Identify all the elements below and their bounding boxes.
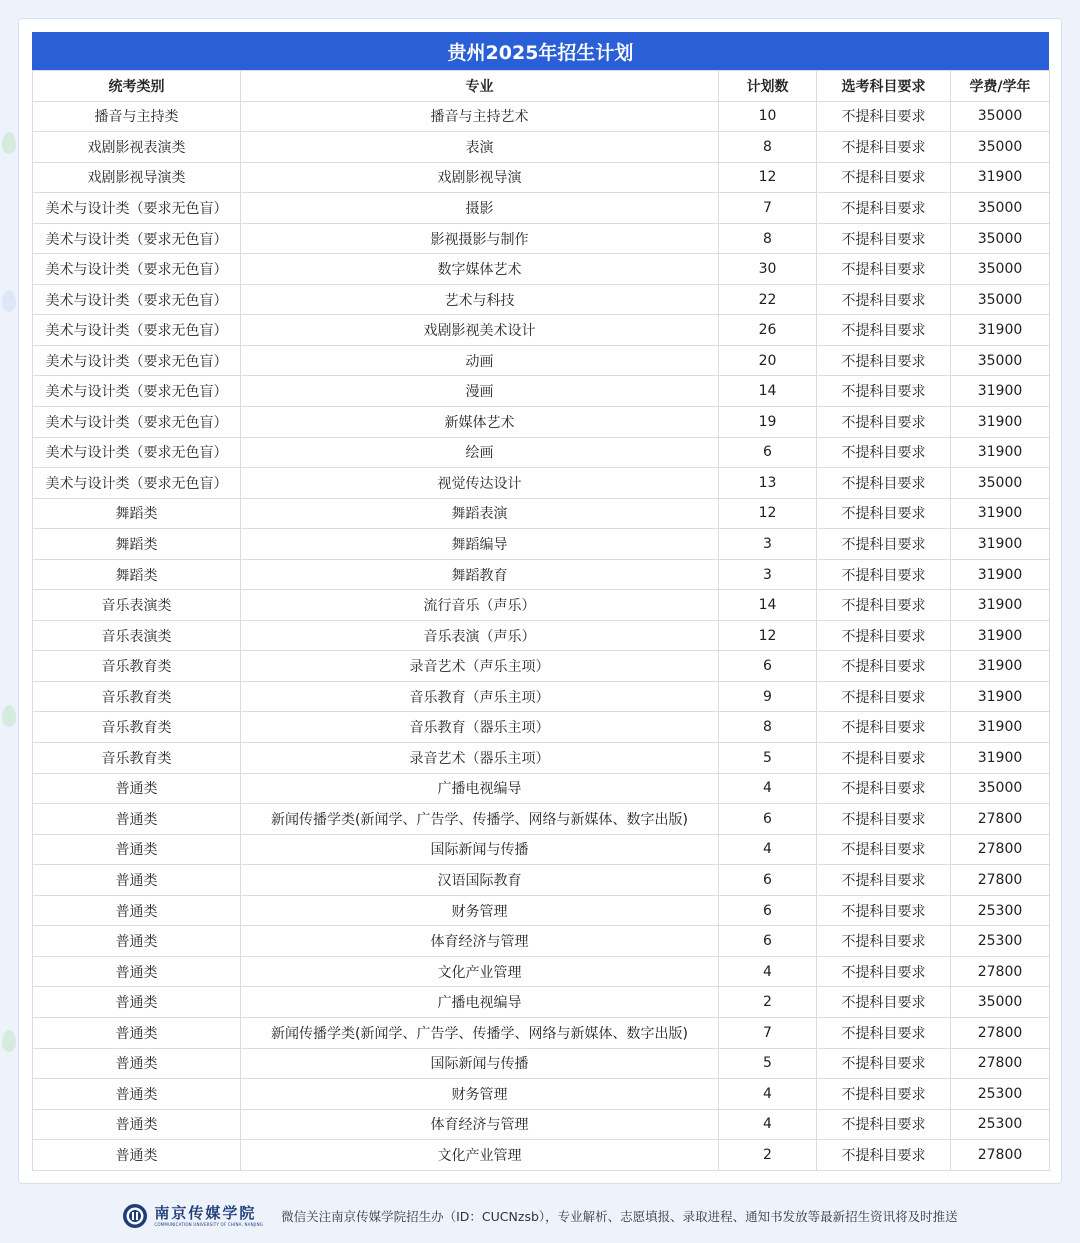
university-seal-icon (122, 1203, 148, 1229)
decor-shape (2, 705, 16, 727)
subject-requirement-cell: 不提科目要求 (817, 956, 951, 987)
category-cell: 戏剧影视导演类 (33, 162, 241, 193)
quota-cell: 6 (719, 804, 817, 835)
major-cell: 新闻传播学类(新闻学、广告学、传播学、网络与新媒体、数字出版) (241, 804, 719, 835)
tuition-cell: 25300 (951, 926, 1050, 957)
quota-cell: 9 (719, 681, 817, 712)
table-row (33, 1048, 1050, 1079)
quota-cell: 26 (719, 315, 817, 346)
tuition-cell: 27800 (951, 865, 1050, 896)
major-cell: 动画 (241, 345, 719, 376)
quota-cell: 7 (719, 1017, 817, 1048)
category-cell: 舞蹈类 (33, 559, 241, 590)
category-cell: 普通类 (33, 956, 241, 987)
university-logo (122, 1203, 263, 1229)
quota-cell: 3 (719, 529, 817, 560)
footer (0, 1196, 1080, 1236)
table-row (33, 468, 1050, 499)
subject-requirement-cell: 不提科目要求 (817, 101, 951, 132)
quota-cell: 6 (719, 895, 817, 926)
category-cell: 戏剧影视表演类 (33, 132, 241, 163)
major-cell: 表演 (241, 132, 719, 163)
category-cell: 美术与设计类（要求无色盲） (33, 437, 241, 468)
plan-card (18, 18, 1062, 1184)
quota-cell: 12 (719, 620, 817, 651)
major-cell: 广播电视编导 (241, 773, 719, 804)
subject-requirement-cell: 不提科目要求 (817, 1079, 951, 1110)
category-cell: 美术与设计类（要求无色盲） (33, 376, 241, 407)
quota-cell: 4 (719, 834, 817, 865)
major-cell: 新媒体艺术 (241, 407, 719, 438)
page-title: 贵州2025年招生计划 (32, 32, 1049, 70)
tuition-cell: 31900 (951, 743, 1050, 774)
quota-cell: 2 (719, 987, 817, 1018)
table-row (33, 987, 1050, 1018)
category-cell: 音乐教育类 (33, 712, 241, 743)
logo-english-name: COMMUNICATION UNIVERSITY OF CHINA, NANJING (154, 1221, 264, 1227)
major-cell: 财务管理 (241, 895, 719, 926)
table-row (33, 529, 1050, 560)
quota-cell: 20 (719, 345, 817, 376)
tuition-cell: 27800 (951, 1140, 1050, 1171)
category-cell: 美术与设计类（要求无色盲） (33, 315, 241, 346)
quota-cell: 4 (719, 773, 817, 804)
table-row (33, 620, 1050, 651)
table-row (33, 284, 1050, 315)
column-header-major: 专业 (241, 71, 719, 102)
table-row (33, 223, 1050, 254)
major-cell: 数字媒体艺术 (241, 254, 719, 285)
table-row (33, 315, 1050, 346)
tuition-cell: 31900 (951, 559, 1050, 590)
tuition-cell: 25300 (951, 895, 1050, 926)
tuition-cell: 35000 (951, 284, 1050, 315)
tuition-cell: 27800 (951, 956, 1050, 987)
decor-shape (2, 290, 16, 312)
tuition-cell: 35000 (951, 468, 1050, 499)
major-cell: 摄影 (241, 193, 719, 224)
quota-cell: 4 (719, 1109, 817, 1140)
tuition-cell: 31900 (951, 590, 1050, 621)
major-cell: 文化产业管理 (241, 1140, 719, 1171)
tuition-cell: 35000 (951, 193, 1050, 224)
category-cell: 普通类 (33, 1017, 241, 1048)
quota-cell: 2 (719, 1140, 817, 1171)
subject-requirement-cell: 不提科目要求 (817, 407, 951, 438)
category-cell: 美术与设计类（要求无色盲） (33, 407, 241, 438)
category-cell: 普通类 (33, 926, 241, 957)
subject-requirement-cell: 不提科目要求 (817, 498, 951, 529)
subject-requirement-cell: 不提科目要求 (817, 1140, 951, 1171)
tuition-cell: 27800 (951, 1017, 1050, 1048)
table-row (33, 376, 1050, 407)
table-row (33, 193, 1050, 224)
subject-requirement-cell: 不提科目要求 (817, 804, 951, 835)
category-cell: 普通类 (33, 1079, 241, 1110)
quota-cell: 4 (719, 956, 817, 987)
subject-requirement-cell: 不提科目要求 (817, 468, 951, 499)
tuition-cell: 35000 (951, 254, 1050, 285)
table-row (33, 101, 1050, 132)
category-cell: 舞蹈类 (33, 529, 241, 560)
table-row (33, 559, 1050, 590)
quota-cell: 12 (719, 162, 817, 193)
table-row (33, 162, 1050, 193)
tuition-cell: 31900 (951, 376, 1050, 407)
subject-requirement-cell: 不提科目要求 (817, 223, 951, 254)
quota-cell: 14 (719, 376, 817, 407)
category-cell: 舞蹈类 (33, 498, 241, 529)
tuition-cell: 35000 (951, 101, 1050, 132)
enrollment-table (32, 70, 1050, 1171)
category-cell: 美术与设计类（要求无色盲） (33, 223, 241, 254)
table-row (33, 1109, 1050, 1140)
major-cell: 文化产业管理 (241, 956, 719, 987)
major-cell: 新闻传播学类(新闻学、广告学、传播学、网络与新媒体、数字出版) (241, 1017, 719, 1048)
column-header-quota: 计划数 (719, 71, 817, 102)
quota-cell: 8 (719, 223, 817, 254)
subject-requirement-cell: 不提科目要求 (817, 1048, 951, 1079)
quota-cell: 6 (719, 865, 817, 896)
category-cell: 美术与设计类（要求无色盲） (33, 468, 241, 499)
tuition-cell: 27800 (951, 834, 1050, 865)
subject-requirement-cell: 不提科目要求 (817, 987, 951, 1018)
major-cell: 舞蹈表演 (241, 498, 719, 529)
major-cell: 体育经济与管理 (241, 926, 719, 957)
tuition-cell: 31900 (951, 681, 1050, 712)
subject-requirement-cell: 不提科目要求 (817, 132, 951, 163)
major-cell: 汉语国际教育 (241, 865, 719, 896)
major-cell: 漫画 (241, 376, 719, 407)
subject-requirement-cell: 不提科目要求 (817, 1109, 951, 1140)
major-cell: 录音艺术（器乐主项） (241, 743, 719, 774)
major-cell: 广播电视编导 (241, 987, 719, 1018)
tuition-cell: 31900 (951, 437, 1050, 468)
quota-cell: 13 (719, 468, 817, 499)
category-cell: 普通类 (33, 1048, 241, 1079)
quota-cell: 19 (719, 407, 817, 438)
tuition-cell: 31900 (951, 407, 1050, 438)
quota-cell: 8 (719, 132, 817, 163)
table-row (33, 254, 1050, 285)
table-row (33, 773, 1050, 804)
tuition-cell: 25300 (951, 1109, 1050, 1140)
subject-requirement-cell: 不提科目要求 (817, 193, 951, 224)
category-cell: 普通类 (33, 865, 241, 896)
quota-cell: 5 (719, 1048, 817, 1079)
quota-cell: 8 (719, 712, 817, 743)
tuition-cell: 35000 (951, 773, 1050, 804)
category-cell: 普通类 (33, 895, 241, 926)
major-cell: 流行音乐（声乐） (241, 590, 719, 621)
subject-requirement-cell: 不提科目要求 (817, 712, 951, 743)
tuition-cell: 31900 (951, 651, 1050, 682)
category-cell: 普通类 (33, 773, 241, 804)
subject-requirement-cell: 不提科目要求 (817, 1017, 951, 1048)
table-row (33, 498, 1050, 529)
tuition-cell: 31900 (951, 498, 1050, 529)
subject-requirement-cell: 不提科目要求 (817, 834, 951, 865)
major-cell: 戏剧影视美术设计 (241, 315, 719, 346)
decor-shape (2, 132, 16, 154)
category-cell: 播音与主持类 (33, 101, 241, 132)
column-header-tuition: 学费/学年 (951, 71, 1050, 102)
tuition-cell: 35000 (951, 132, 1050, 163)
column-header-subject-requirement: 选考科目要求 (817, 71, 951, 102)
major-cell: 影视摄影与制作 (241, 223, 719, 254)
subject-requirement-cell: 不提科目要求 (817, 437, 951, 468)
quota-cell: 3 (719, 559, 817, 590)
category-cell: 普通类 (33, 804, 241, 835)
quota-cell: 6 (719, 651, 817, 682)
subject-requirement-cell: 不提科目要求 (817, 620, 951, 651)
major-cell: 绘画 (241, 437, 719, 468)
major-cell: 录音艺术（声乐主项） (241, 651, 719, 682)
table-row (33, 804, 1050, 835)
category-cell: 美术与设计类（要求无色盲） (33, 284, 241, 315)
quota-cell: 7 (719, 193, 817, 224)
category-cell: 普通类 (33, 987, 241, 1018)
subject-requirement-cell: 不提科目要求 (817, 743, 951, 774)
tuition-cell: 27800 (951, 1048, 1050, 1079)
tuition-cell: 31900 (951, 620, 1050, 651)
tuition-cell: 31900 (951, 162, 1050, 193)
table-row (33, 590, 1050, 621)
footer-note: 微信关注南京传媒学院招生办（ID：CUCNzsb），专业解析、志愿填报、录取进程、通知书发放等最新招生资讯将及时推送 (281, 1209, 958, 1224)
table-row (33, 865, 1050, 896)
major-cell: 舞蹈教育 (241, 559, 719, 590)
major-cell: 播音与主持艺术 (241, 101, 719, 132)
table-row (33, 132, 1050, 163)
category-cell: 普通类 (33, 1140, 241, 1171)
major-cell: 艺术与科技 (241, 284, 719, 315)
tuition-cell: 31900 (951, 712, 1050, 743)
category-cell: 音乐表演类 (33, 590, 241, 621)
major-cell: 音乐教育（声乐主项） (241, 681, 719, 712)
quota-cell: 6 (719, 926, 817, 957)
major-cell: 音乐教育（器乐主项） (241, 712, 719, 743)
quota-cell: 14 (719, 590, 817, 621)
table-row (33, 681, 1050, 712)
tuition-cell: 27800 (951, 804, 1050, 835)
tuition-cell: 35000 (951, 345, 1050, 376)
category-cell: 音乐表演类 (33, 620, 241, 651)
table-row (33, 712, 1050, 743)
category-cell: 美术与设计类（要求无色盲） (33, 193, 241, 224)
table-row (33, 407, 1050, 438)
category-cell: 音乐教育类 (33, 681, 241, 712)
subject-requirement-cell: 不提科目要求 (817, 345, 951, 376)
subject-requirement-cell: 不提科目要求 (817, 926, 951, 957)
category-cell: 美术与设计类（要求无色盲） (33, 345, 241, 376)
major-cell: 国际新闻与传播 (241, 834, 719, 865)
table-row (33, 345, 1050, 376)
major-cell: 体育经济与管理 (241, 1109, 719, 1140)
major-cell: 音乐表演（声乐） (241, 620, 719, 651)
quota-cell: 30 (719, 254, 817, 285)
category-cell: 音乐教育类 (33, 743, 241, 774)
category-cell: 美术与设计类（要求无色盲） (33, 254, 241, 285)
column-header-category: 统考类别 (33, 71, 241, 102)
tuition-cell: 25300 (951, 1079, 1050, 1110)
quota-cell: 5 (719, 743, 817, 774)
quota-cell: 4 (719, 1079, 817, 1110)
subject-requirement-cell: 不提科目要求 (817, 376, 951, 407)
table-row (33, 926, 1050, 957)
table-row (33, 895, 1050, 926)
tuition-cell: 31900 (951, 315, 1050, 346)
major-cell: 视觉传达设计 (241, 468, 719, 499)
major-cell: 国际新闻与传播 (241, 1048, 719, 1079)
decor-shape (2, 1030, 16, 1052)
subject-requirement-cell: 不提科目要求 (817, 773, 951, 804)
table-row (33, 834, 1050, 865)
tuition-cell: 35000 (951, 223, 1050, 254)
subject-requirement-cell: 不提科目要求 (817, 284, 951, 315)
table-row (33, 1140, 1050, 1171)
quota-cell: 22 (719, 284, 817, 315)
subject-requirement-cell: 不提科目要求 (817, 651, 951, 682)
table-row (33, 1017, 1050, 1048)
major-cell: 戏剧影视导演 (241, 162, 719, 193)
quota-cell: 10 (719, 101, 817, 132)
subject-requirement-cell: 不提科目要求 (817, 681, 951, 712)
subject-requirement-cell: 不提科目要求 (817, 529, 951, 560)
major-cell: 财务管理 (241, 1079, 719, 1110)
table-row (33, 743, 1050, 774)
category-cell: 音乐教育类 (33, 651, 241, 682)
table-row (33, 1079, 1050, 1110)
subject-requirement-cell: 不提科目要求 (817, 315, 951, 346)
subject-requirement-cell: 不提科目要求 (817, 895, 951, 926)
category-cell: 普通类 (33, 834, 241, 865)
quota-cell: 6 (719, 437, 817, 468)
table-header-row (33, 71, 1050, 102)
logo-name: 南京传媒学院 (154, 1203, 257, 1222)
subject-requirement-cell: 不提科目要求 (817, 590, 951, 621)
table-row (33, 651, 1050, 682)
subject-requirement-cell: 不提科目要求 (817, 254, 951, 285)
subject-requirement-cell: 不提科目要求 (817, 162, 951, 193)
subject-requirement-cell: 不提科目要求 (817, 865, 951, 896)
tuition-cell: 35000 (951, 987, 1050, 1018)
quota-cell: 12 (719, 498, 817, 529)
category-cell: 普通类 (33, 1109, 241, 1140)
major-cell: 舞蹈编导 (241, 529, 719, 560)
table-row (33, 437, 1050, 468)
tuition-cell: 31900 (951, 529, 1050, 560)
subject-requirement-cell: 不提科目要求 (817, 559, 951, 590)
table-row (33, 956, 1050, 987)
